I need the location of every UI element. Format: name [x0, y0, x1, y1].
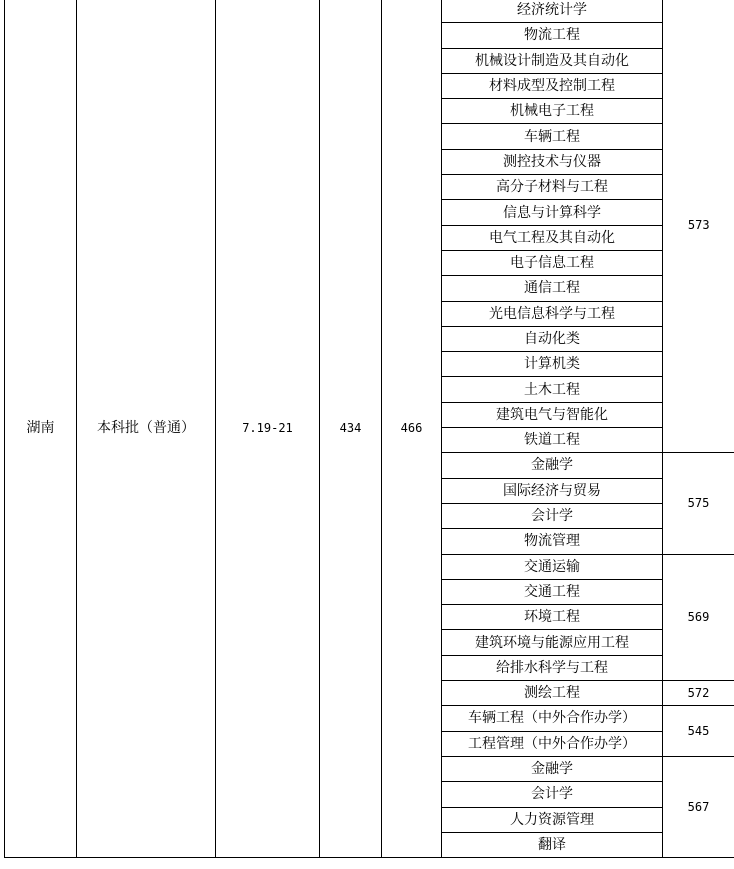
major-cell: 建筑电气与智能化 [442, 402, 663, 427]
major-cell: 计算机类 [442, 352, 663, 377]
major-cell: 翻译 [442, 832, 663, 857]
score-b-cell: 466 [382, 0, 442, 858]
major-cell: 国际经济与贸易 [442, 478, 663, 503]
province-cell: 湖南 [5, 0, 77, 858]
major-cell: 交通工程 [442, 579, 663, 604]
admission-table [4, 0, 734, 858]
date-cell: 7.19-21 [216, 0, 320, 858]
group-score-cell: 575 [663, 453, 734, 554]
major-cell: 会计学 [442, 503, 663, 528]
major-cell: 车辆工程（中外合作办学） [442, 706, 663, 731]
major-cell: 土木工程 [442, 377, 663, 402]
major-cell: 车辆工程 [442, 124, 663, 149]
major-cell: 测绘工程 [442, 681, 663, 706]
major-cell: 信息与计算科学 [442, 200, 663, 225]
major-cell: 环境工程 [442, 605, 663, 630]
major-cell: 光电信息科学与工程 [442, 301, 663, 326]
table-row [5, 0, 734, 23]
major-cell: 材料成型及控制工程 [442, 73, 663, 98]
major-cell: 电子信息工程 [442, 250, 663, 275]
major-cell: 物流管理 [442, 529, 663, 554]
major-cell: 工程管理（中外合作办学） [442, 731, 663, 756]
score-a-cell: 434 [320, 0, 382, 858]
major-cell: 会计学 [442, 782, 663, 807]
major-cell: 给排水科学与工程 [442, 655, 663, 680]
major-cell: 测控技术与仪器 [442, 149, 663, 174]
group-score-cell: 567 [663, 756, 734, 857]
major-cell: 金融学 [442, 453, 663, 478]
group-score-cell: 545 [663, 706, 734, 757]
group-score-cell: 573 [663, 0, 734, 453]
major-cell: 高分子材料与工程 [442, 175, 663, 200]
major-cell: 物流工程 [442, 23, 663, 48]
major-cell: 通信工程 [442, 276, 663, 301]
major-cell: 机械设计制造及其自动化 [442, 48, 663, 73]
major-cell: 电气工程及其自动化 [442, 225, 663, 250]
group-score-cell: 572 [663, 681, 734, 706]
major-cell: 人力资源管理 [442, 807, 663, 832]
major-cell: 机械电子工程 [442, 99, 663, 124]
major-cell: 自动化类 [442, 326, 663, 351]
major-cell: 建筑环境与能源应用工程 [442, 630, 663, 655]
batch-cell: 本科批（普通） [77, 0, 216, 858]
major-cell: 铁道工程 [442, 428, 663, 453]
major-cell: 交通运输 [442, 554, 663, 579]
group-score-cell: 569 [663, 554, 734, 680]
major-cell: 金融学 [442, 756, 663, 781]
major-cell: 经济统计学 [442, 0, 663, 23]
